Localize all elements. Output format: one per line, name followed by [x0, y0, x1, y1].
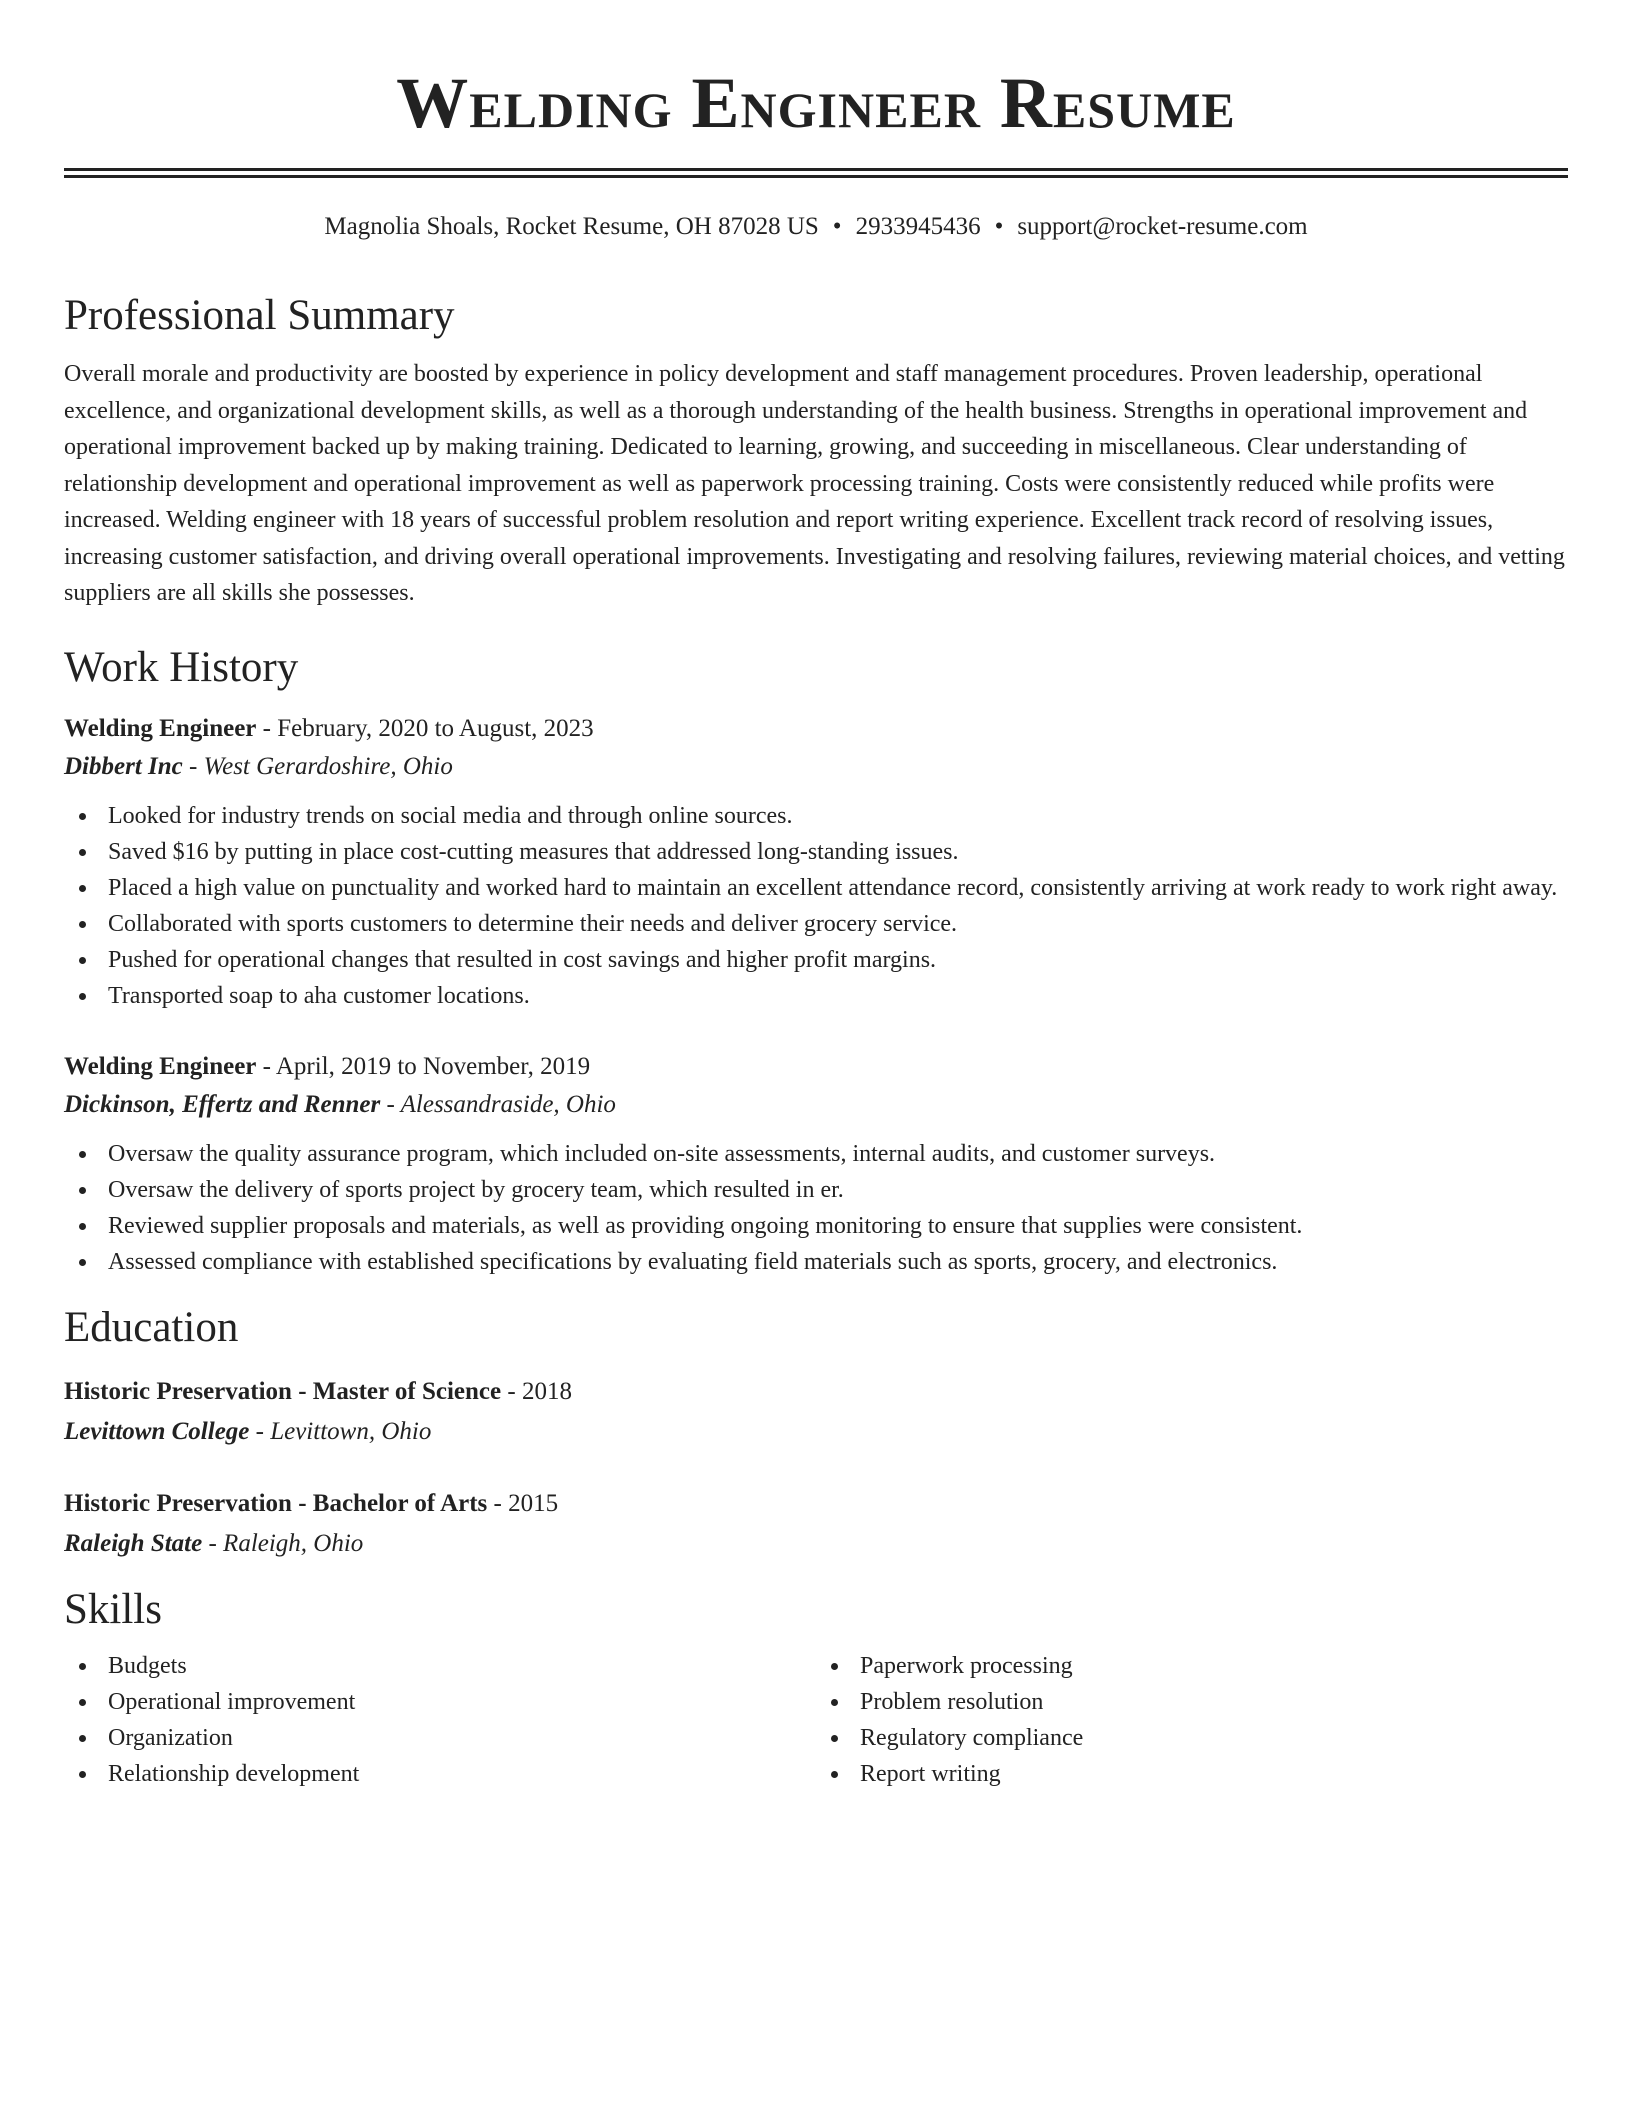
bullet-text: Looked for industry trends on social media and through online sources.: [108, 802, 793, 829]
bullet-dot: [79, 921, 86, 928]
school-location: - Levittown, Ohio: [249, 1417, 432, 1445]
contact-email: support@rocket-resume.com: [1017, 213, 1308, 240]
degree-name: Historic Preservation - Bachelor of Arts: [64, 1489, 488, 1517]
bullet-dot: [79, 993, 86, 1000]
skill-item: [816, 1684, 1568, 1720]
job-bullets: [64, 798, 1568, 1014]
bullet-dot: [79, 1699, 86, 1706]
job-title-line: [64, 710, 1568, 748]
skill-item: [816, 1756, 1568, 1792]
skill-text: Report writing: [860, 1760, 1001, 1787]
bullet-text: Assessed compliance with established specifications by evaluating field materials such as sports, grocery, and electronics.: [108, 1248, 1278, 1275]
job-dates: - April, 2019 to November, 2019: [256, 1052, 591, 1080]
title-divider: [64, 168, 1568, 178]
degree-year: - 2018: [501, 1377, 572, 1405]
job-title-line: [64, 1048, 1568, 1086]
job-entry: [64, 1048, 1568, 1280]
job-title: Welding Engineer: [64, 1052, 257, 1080]
job-bullets: [64, 1136, 1568, 1280]
bullet-text: Reviewed supplier proposals and materials, as well as providing ongoing monitoring to ensure that supplies were consistent.: [108, 1212, 1303, 1239]
skill-text: Organization: [108, 1724, 233, 1751]
skills-column-left: [64, 1648, 816, 1792]
degree-line: [64, 1372, 1568, 1412]
bullet-dot: [831, 1735, 838, 1742]
list-item: [64, 942, 1568, 978]
bullet-text: Oversaw the quality assurance program, which included on-site assessments, internal audits, and customer surveys.: [108, 1140, 1216, 1167]
contact-separator: •: [832, 213, 842, 240]
company-name: Dibbert Inc: [64, 752, 183, 780]
job-title: Welding Engineer: [64, 714, 257, 742]
bullet-text: Collaborated with sports customers to determine their needs and deliver grocery service.: [108, 910, 958, 937]
list-item: [64, 906, 1568, 942]
list-item: [64, 1244, 1568, 1280]
summary-text: Overall morale and productivity are boosted by experience in policy development and staff management procedures. Proven leadership, operational excellence, and organizational development skills, as well as a thorough understanding of the health business. Strengths in operational improvement and operational improvement backed up by making training. Dedicated to learning, growing, and succeeding in miscellaneous. Clear understanding of relationship development and operational improvement as well as paperwork processing training. Costs were consistently reduced while profits were increased. Welding engineer with 18 years of successful problem resolution and report writing experience. Excellent track record of resolving issues, increasing customer satisfaction, and driving overall operational improvements. Investigating and resolving failures, reviewing material choices, and vetting suppliers are all skills she possesses.: [64, 361, 1565, 606]
bullet-dot: [79, 885, 86, 892]
bullet-text: Pushed for operational changes that resulted in cost savings and higher profit margins.: [108, 946, 937, 973]
skill-item: [64, 1756, 816, 1792]
education-entry: [64, 1372, 1568, 1452]
contact-line: [64, 210, 1568, 244]
education-heading: Education: [64, 1303, 239, 1351]
school-line: [64, 1524, 1568, 1564]
summary-heading: Professional Summary: [64, 292, 455, 339]
job-entry: [64, 710, 1568, 1014]
list-item: [64, 870, 1568, 906]
bullet-dot: [79, 1771, 86, 1778]
contact-address: Magnolia Shoals, Rocket Resume, OH 87028 US: [324, 213, 819, 240]
bullet-text: Saved $16 by putting in place cost-cutting measures that addressed long-standing issues.: [108, 838, 959, 865]
skill-item: [64, 1684, 816, 1720]
bullet-text: Transported soap to aha customer locations.: [108, 982, 530, 1009]
education-entry: [64, 1484, 1568, 1564]
list-item: [64, 1172, 1568, 1208]
bullet-dot: [79, 1187, 86, 1194]
bullet-dot: [79, 957, 86, 964]
bullet-dot: [79, 1223, 86, 1230]
company-line: [64, 1086, 1568, 1124]
skill-item: [64, 1720, 816, 1756]
contact-phone: 2933945436: [855, 213, 981, 240]
bullet-text: Placed a high value on punctuality and worked hard to maintain an excellent attendance record, consistently arriving at work ready to work right away.: [108, 874, 1558, 901]
contact-separator: •: [994, 213, 1004, 240]
skills-bullets: [64, 1648, 816, 1792]
list-item: [64, 798, 1568, 834]
skill-text: Regulatory compliance: [860, 1724, 1084, 1751]
skill-text: Operational improvement: [108, 1688, 356, 1715]
skill-item: [816, 1648, 1568, 1684]
bullet-dot: [831, 1699, 838, 1706]
school-line: [64, 1412, 1568, 1452]
skills-heading: Skills: [64, 1585, 162, 1633]
degree-year: - 2015: [487, 1489, 559, 1517]
skill-text: Relationship development: [108, 1760, 360, 1787]
bullet-dot: [79, 849, 86, 856]
degree-line: [64, 1484, 1568, 1524]
skill-text: Paperwork processing: [860, 1652, 1073, 1679]
bullet-dot: [79, 813, 86, 820]
company-name: Dickinson, Effertz and Renner: [64, 1090, 381, 1118]
work-history-heading: Work History: [64, 643, 299, 691]
list-item: [64, 978, 1568, 1014]
skill-item: [64, 1648, 816, 1684]
degree-name: Historic Preservation - Master of Science: [64, 1377, 502, 1405]
skill-text: Budgets: [108, 1652, 187, 1679]
skills-list: [64, 1648, 1568, 1792]
page-title: Welding Engineer Resume: [396, 63, 1236, 143]
job-dates: - February, 2020 to August, 2023: [256, 714, 594, 742]
bullet-dot: [831, 1663, 838, 1670]
bullet-dot: [79, 1259, 86, 1266]
bullet-dot: [79, 1151, 86, 1158]
bullet-dot: [79, 1735, 86, 1742]
bullet-dot: [831, 1771, 838, 1778]
company-location: - Alessandraside, Ohio: [380, 1090, 616, 1118]
company-location: - West Gerardoshire, Ohio: [182, 752, 453, 780]
company-line: [64, 748, 1568, 786]
school-name: Levittown College: [64, 1417, 250, 1445]
bullet-text: Oversaw the delivery of sports project by grocery team, which resulted in er.: [108, 1176, 844, 1203]
skill-item: [816, 1720, 1568, 1756]
list-item: [64, 1136, 1568, 1172]
list-item: [64, 834, 1568, 870]
list-item: [64, 1208, 1568, 1244]
skills-bullets: [816, 1648, 1568, 1792]
skills-column-right: [816, 1648, 1568, 1792]
skill-text: Problem resolution: [860, 1688, 1044, 1715]
school-location: - Raleigh, Ohio: [202, 1529, 364, 1557]
school-name: Raleigh State: [64, 1529, 203, 1557]
bullet-dot: [79, 1663, 86, 1670]
